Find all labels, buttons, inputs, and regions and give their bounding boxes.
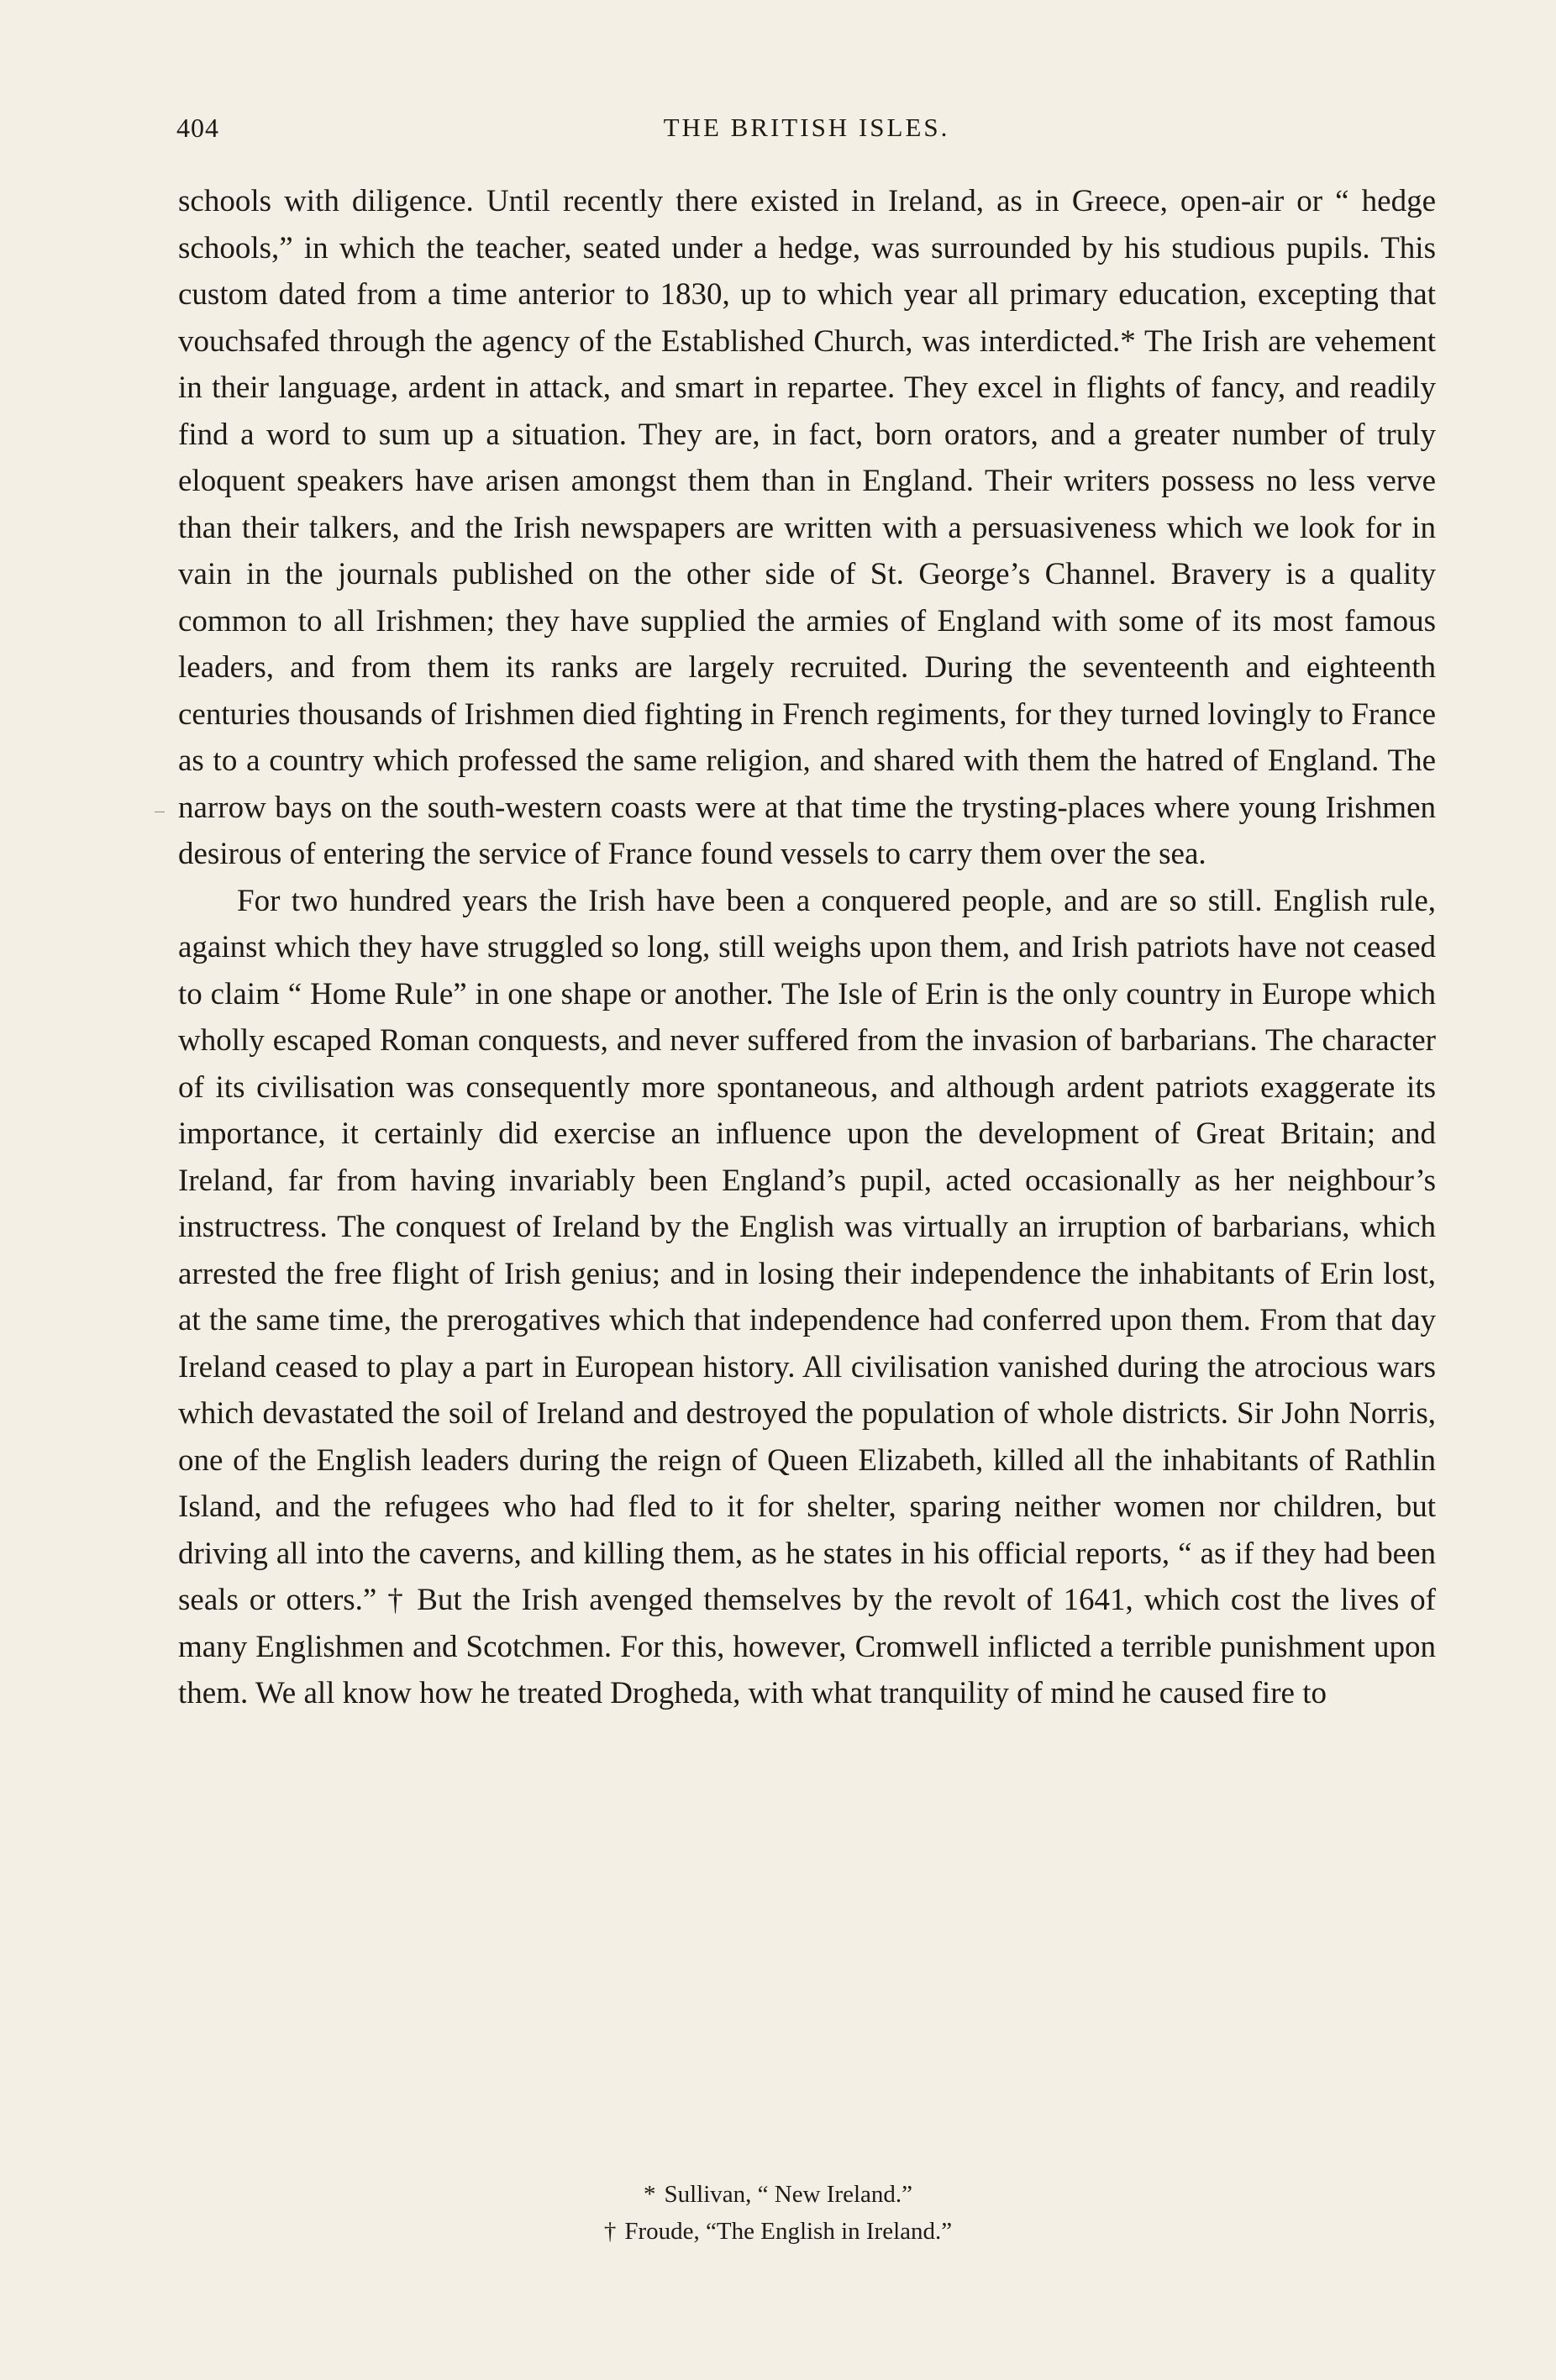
body-text (178, 178, 1436, 1717)
running-head (176, 113, 1437, 155)
footnotes (0, 2176, 1556, 2250)
page-number: 404 (176, 113, 219, 143)
footnote (0, 2176, 1556, 2213)
running-title: THE BRITISH ISLES. (663, 113, 950, 142)
footnote (0, 2213, 1556, 2250)
footnote-marker: * (643, 2181, 656, 2208)
footnote-marker: † (603, 2218, 617, 2245)
paragraph: schools with diligence. Until recently there existed in Ireland, as in Greece, open-air or “ hedge schools,” in which the teacher, seated under a hedge, was surrounded by his studious pupils. This custom dated from a time anterior to 1830, up to which year all primary education, excepting that vouchsafed through the agency of the Established Church, was interdicted.* The Irish are vehement in their language, ardent in attack, and smart in repartee. They excel in flights of fancy, and readily find a word to sum up a situation. They are, in fact, born orators, and a greater number of truly eloquent speakers have arisen amongst them than in England. Their writers possess no less verve than their talkers, and the Irish newspapers are written with a persuasiveness which we look for in vain in the journals published on the other side of St. George’s Channel. Bravery is a quality common to all Irishmen; they have supplied the armies of England with some of its most famous leaders, and from them its ranks are largely recruited. During the seventeenth and eighteenth centuries thousands of Irishmen died fighting in French regiments, for they turned lovingly to France as to a country which professed the same religion, and shared with them the hatred of England. The narrow bays on the south-western coasts were at that time the trysting-places where young Irishmen desirous of entering the service of France found vessels to carry them over the sea. (178, 184, 1436, 871)
footnote-text: Froude, “The English in Ireland.” (624, 2218, 953, 2245)
footnote-text: Sullivan, “ New Ireland.” (664, 2181, 913, 2208)
paragraph: For two hundred years the Irish have been a conquered people, and are so still. English rule, against which they have struggled so long, still weighs upon them, and Irish patriots have not ceased to claim “ Home Rule” in one shape or another. The Isle of Erin is the only country in Europe which wholly escaped Roman conquests, and never suffered from the invasion of barbarians. The character of its civilisation was consequently more spontaneous, and although ardent patriots exaggerate its importance, it certainly did exercise an influence upon the development of Great Britain; and Ireland, far from having invariably been England’s pupil, acted occasionally as her neighbour’s instructress. The conquest of Ireland by the English was virtually an irruption of barbarians, which arrested the free flight of Irish genius; and in losing their independence the inhabitants of Erin lost, at the same time, the prerogatives which that independence had conferred upon them. From that day Ireland ceased to play a part in European history. All civilisation vanished during the atrocious wars which devastated the soil of Ireland and destroyed the population of whole districts. Sir John Norris, one of the English leaders during the reign of Queen Elizabeth, killed all the inhabitants of Rathlin Island, and the refugees who had fled to it for shelter, sparing neither women nor children, but driving all into the caverns, and killing them, as he states in his official reports, “ as if they had been seals or otters.” † But the Irish avenged themselves by the revolt of 1641, which cost the lives of many Englishmen and Scotchmen. For this, however, Cromwell inflicted a terrible punishment upon them. We all know how he treated Drogheda, with what tranquility of mind he caused fire to (178, 883, 1436, 1710)
